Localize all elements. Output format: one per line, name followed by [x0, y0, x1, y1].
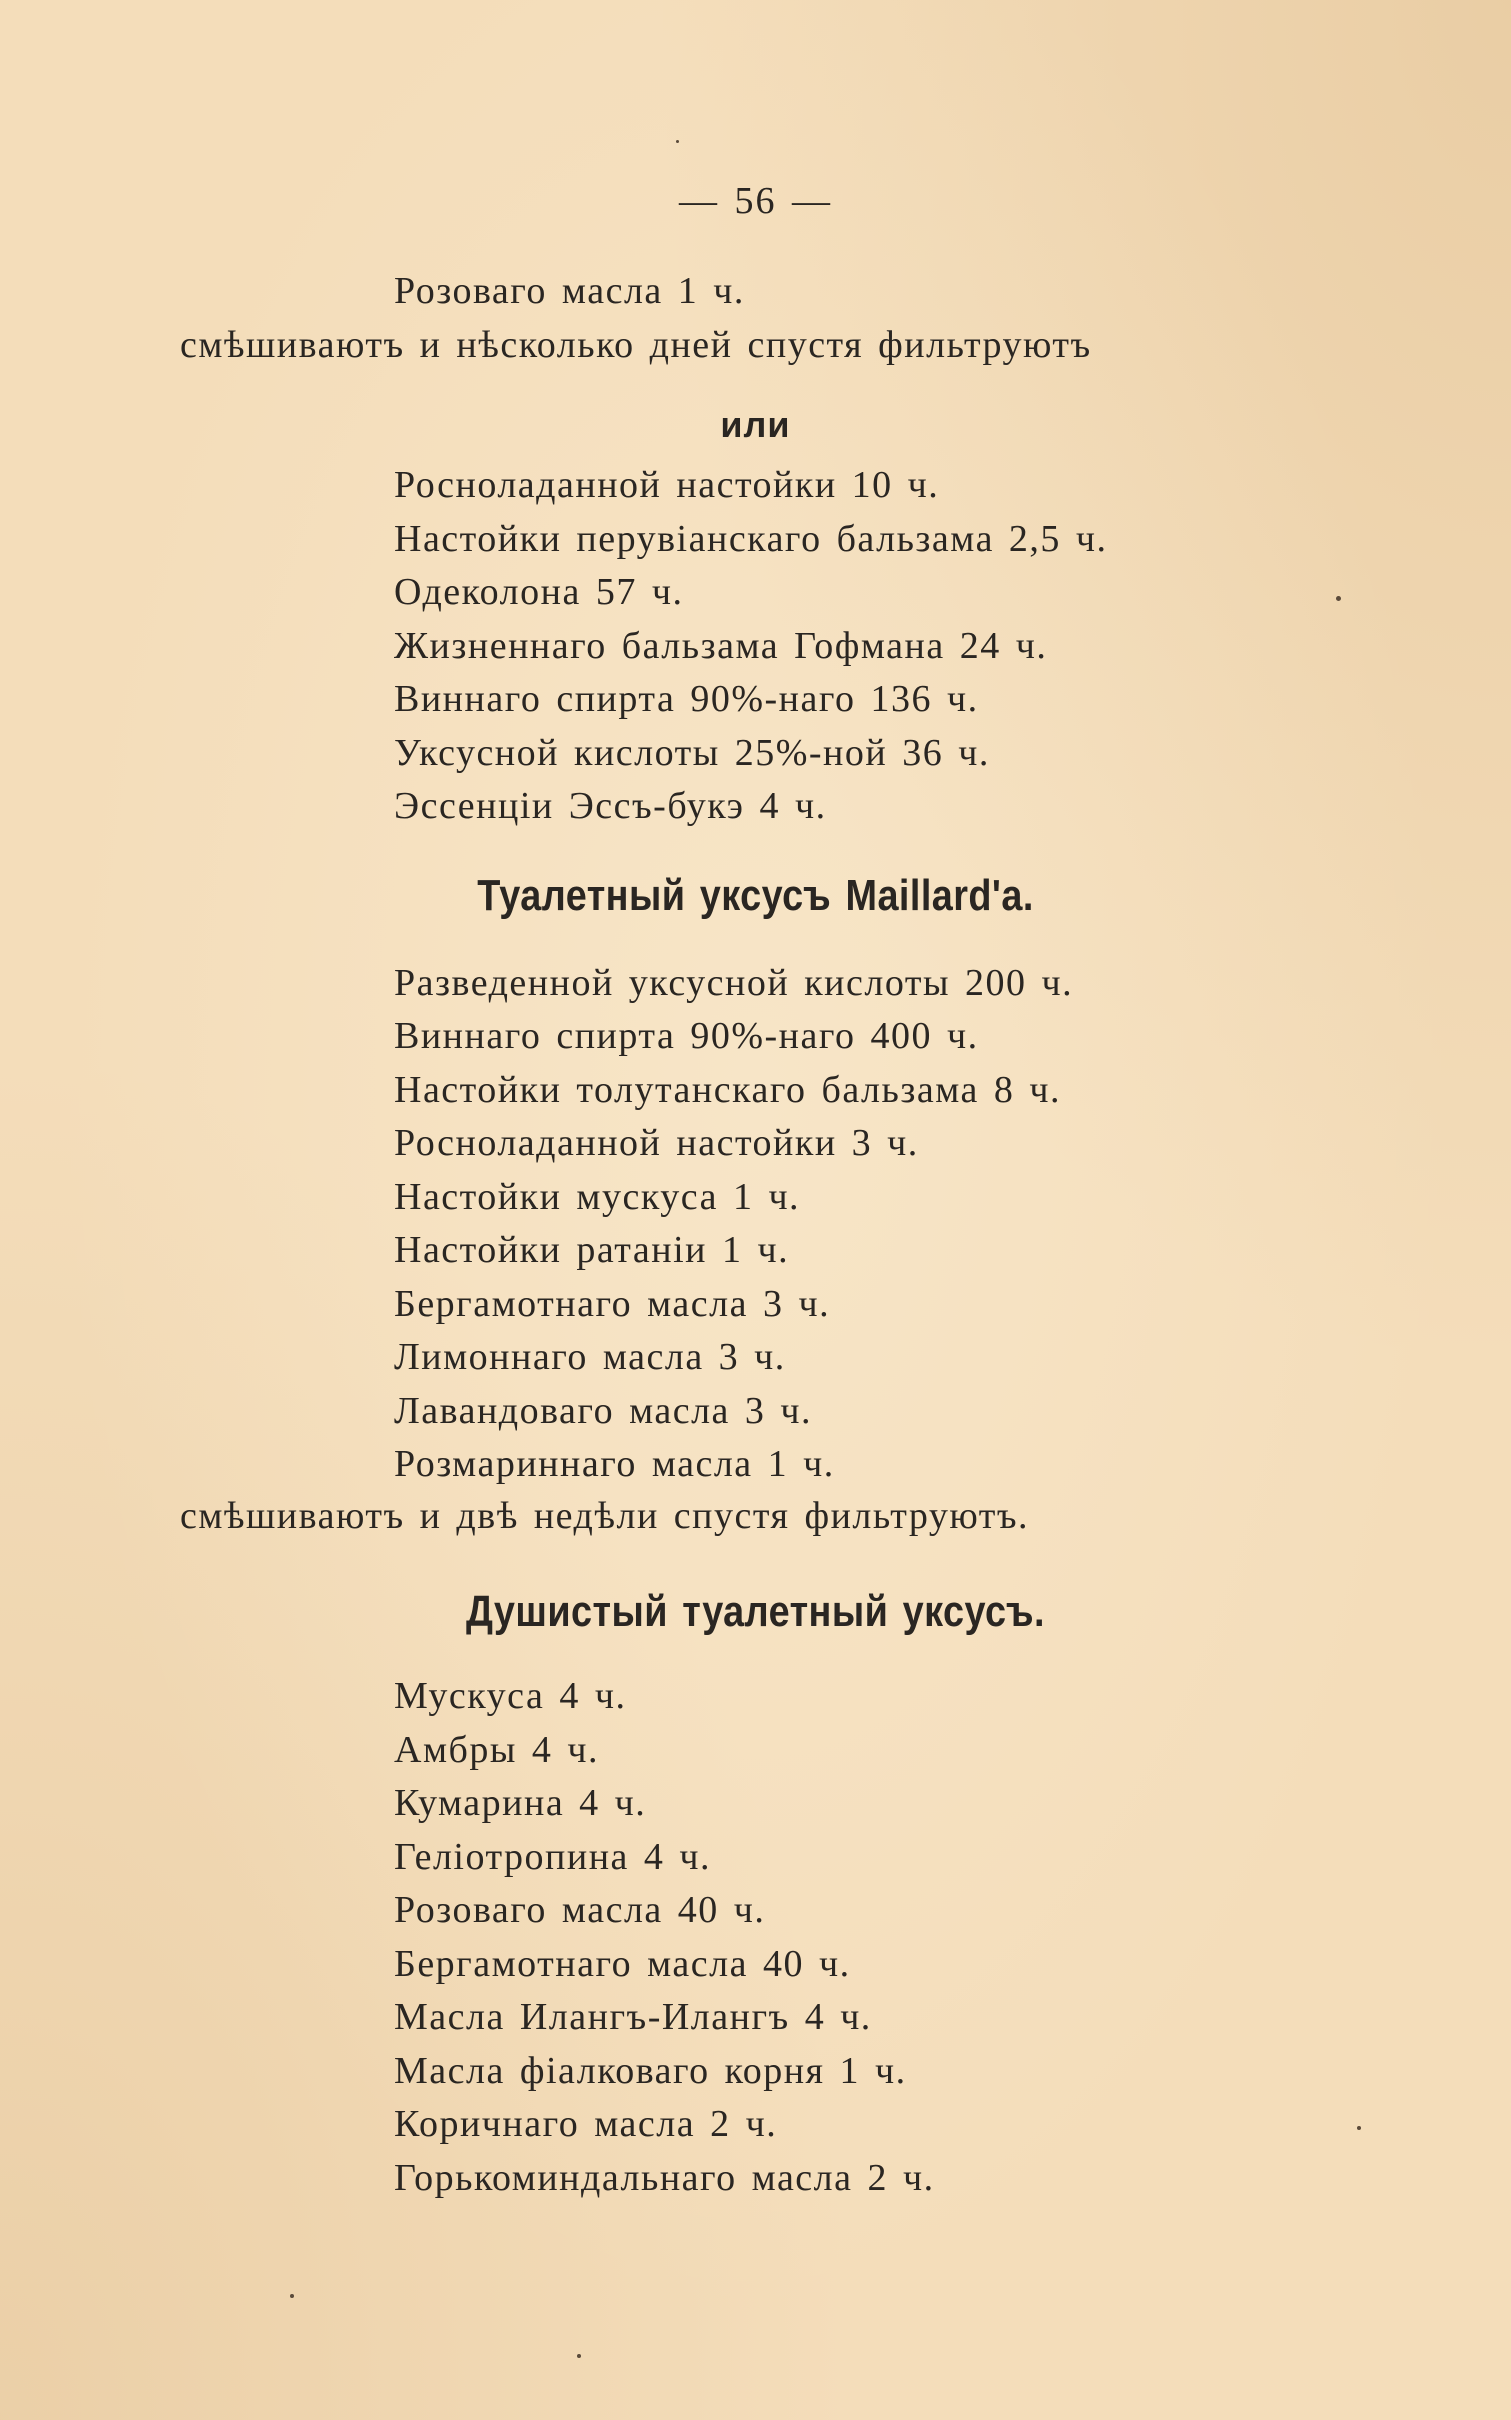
recipe-line: Настойки толутанскаго бальзама 8 ч.	[394, 1069, 1061, 1111]
recipe-line: Росноладанной настойки 3 ч.	[394, 1122, 919, 1164]
recipe-line: Масла фіалковаго корня 1 ч.	[394, 2050, 907, 2092]
page-number: — 56 —	[679, 180, 832, 222]
recipe-line: Эссенціи Эссъ-букэ 4 ч.	[394, 785, 827, 827]
recipe-line: Виннаго спирта 90%-наго 136 ч.	[394, 678, 979, 720]
paper-speck	[577, 2354, 581, 2358]
recipe-line: Амбры 4 ч.	[394, 1729, 599, 1771]
recipe-line: Кумарина 4 ч.	[394, 1782, 647, 1824]
recipe-line: Розмариннаго масла 1 ч.	[394, 1443, 835, 1485]
recipe-line: Одеколона 57 ч.	[394, 571, 684, 613]
recipe-line: Бергамотнаго масла 3 ч.	[394, 1283, 831, 1325]
recipe-line: Мускуса 4 ч.	[394, 1675, 627, 1717]
recipe-line: Настойки мускуса 1 ч.	[394, 1176, 801, 1218]
recipe-line: Жизненнаго бальзама Гофмана 24 ч.	[394, 625, 1048, 667]
recipe-line: Настойки перувіанскаго бальзама 2,5 ч.	[394, 518, 1108, 560]
recipe-line: Горькоминдальнаго масла 2 ч.	[394, 2157, 935, 2199]
recipe-line: Росноладанной настойки 10 ч.	[394, 464, 940, 506]
recipe-line: Разведенной уксусной кислоты 200 ч.	[394, 962, 1074, 1004]
section-heading-maillard: Туалетный уксусъ Maillard'а.	[477, 871, 1034, 920]
instruction-line: смѣшиваютъ и двѣ недѣли спустя фильтруютъ.	[180, 1495, 1029, 1537]
recipe-line: Бергамотнаго масла 40 ч.	[394, 1943, 851, 1985]
section-heading-perfumed: Душистый туалетный уксусъ.	[466, 1587, 1045, 1636]
recipe-line: Розоваго масла 1 ч.	[394, 270, 745, 312]
paper-speck	[290, 2294, 294, 2298]
alternative-label: или	[720, 404, 791, 445]
recipe-line: Лавандоваго масла 3 ч.	[394, 1390, 813, 1432]
recipe-line: Масла Илангъ-Илангъ 4 ч.	[394, 1996, 872, 2038]
recipe-line: Уксусной кислоты 25%-ной 36 ч.	[394, 732, 990, 774]
recipe-line: Настойки ратаніи 1 ч.	[394, 1229, 790, 1271]
paper-speck	[1357, 2126, 1361, 2130]
recipe-line: Виннаго спирта 90%-наго 400 ч.	[394, 1015, 979, 1057]
recipe-line: Розоваго масла 40 ч.	[394, 1889, 766, 1931]
recipe-line: Лимоннаго масла 3 ч.	[394, 1336, 786, 1378]
recipe-line: Геліотропина 4 ч.	[394, 1836, 712, 1878]
paper-speck	[1336, 596, 1341, 601]
instruction-line: смѣшиваютъ и нѣсколько дней спустя фильтруютъ	[180, 324, 1092, 366]
paper-speck	[676, 140, 679, 143]
recipe-line: Коричнаго масла 2 ч.	[394, 2103, 778, 2145]
